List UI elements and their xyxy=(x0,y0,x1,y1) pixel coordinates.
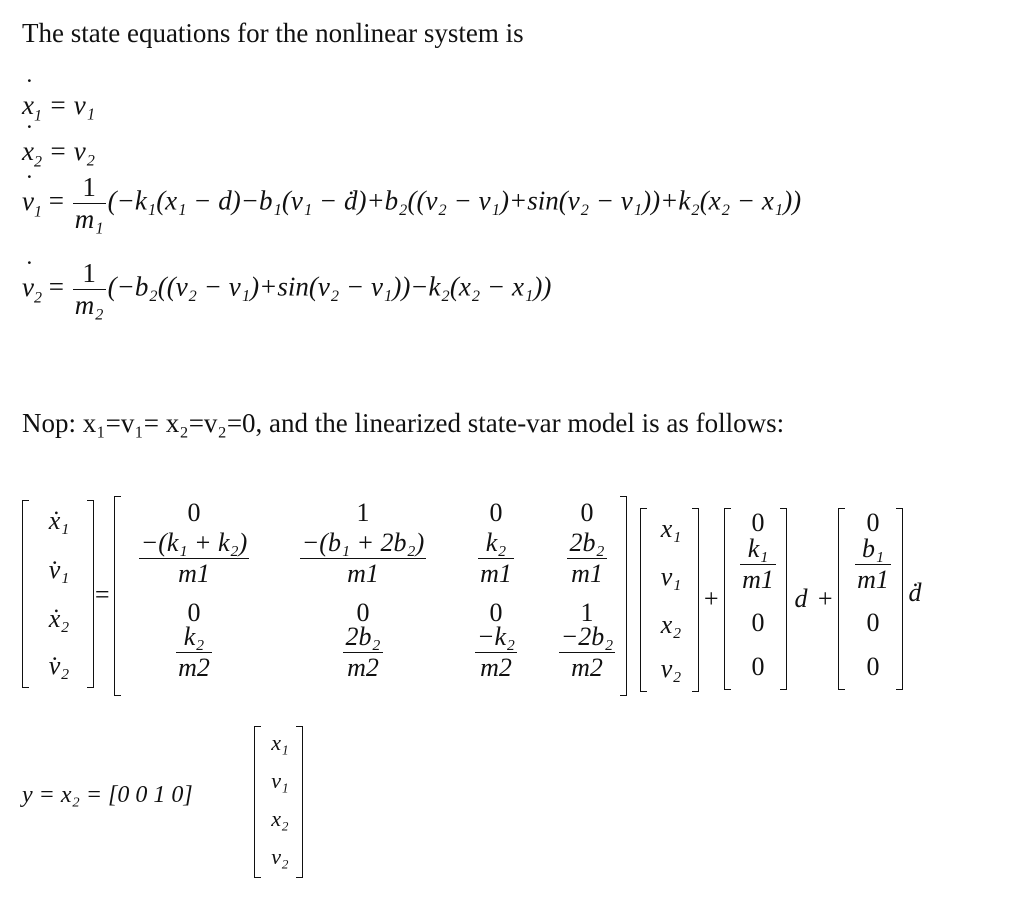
d-vector-entry: 0 xyxy=(751,608,765,637)
state-vector-bracket-left xyxy=(22,500,29,688)
equals-sign: = xyxy=(93,580,111,609)
x1dot-symbol: $x_1$ ˙ xyxy=(22,90,42,125)
a-matrix-cell: 1 xyxy=(356,498,370,527)
equation-x2dot xyxy=(22,136,95,171)
output-vector-entry: x₂ xyxy=(271,806,289,831)
equation-v1dot: $v_1$ ˙ = $\frac{1}{\text{m₁}}$ (−k₁(x₁ − d)−b₁(v₁ − ḋ)+b₂((v₂ − v₁)+sin(v₂ − v₁))+k₂(x₂ − x₁)) xyxy=(22,172,801,235)
state-vector-entry: v̇₂ xyxy=(48,651,70,680)
a-matrix-cell: 0 xyxy=(187,598,201,627)
a-matrix-cell: 0 xyxy=(489,598,503,627)
v2dot-rhs: (−b₂((v₂ − v₁)+sin(v₂ − v₁))−k₂(x₂ − x₁)) xyxy=(107,271,552,302)
x-vector-entry: x₂ xyxy=(660,610,682,639)
a-matrix-cell: $\frac{\text{−k₂}}{m2}$ xyxy=(476,622,516,682)
state-vector-entry: ẋ₂ xyxy=(48,604,70,633)
a-matrix-bracket-left xyxy=(114,496,121,696)
a-matrix-cell: $\frac{\text{k₂}}{m2}$ xyxy=(178,622,210,682)
state-vector-entry: ẋ₁ xyxy=(48,506,70,535)
output-vector-entry: x₁ xyxy=(271,730,289,755)
ddot-vector-entry: 0 xyxy=(866,508,880,537)
a-matrix-cell: $\frac{\text{−(k₁ + k₂)}}{m1}$ xyxy=(140,528,248,588)
a-matrix-cell: 0 xyxy=(187,498,201,527)
v1dot-coefficient: $\frac{1}{\text{m₁}}$ xyxy=(74,172,104,234)
a-matrix-cell: 0 xyxy=(580,498,594,527)
ddot-vector-entry: 0 xyxy=(866,652,880,681)
ddot-symbol: ḋ xyxy=(908,578,922,607)
a-matrix-cell: 0 xyxy=(356,598,370,627)
d-symbol: d xyxy=(794,584,808,613)
plus-sign: + xyxy=(816,584,834,613)
d-vector-entry: 0 xyxy=(751,508,765,537)
x-vector-entry: v₁ xyxy=(660,562,682,591)
x1dot-rhs: = v₁ xyxy=(48,90,96,120)
a-matrix-cell: 0 xyxy=(489,498,503,527)
a-matrix-cell: $\frac{\text{k₂}}{m1}$ xyxy=(480,528,512,588)
a-matrix-cell: $\frac{\text{−2b₂}}{m2}$ xyxy=(560,622,614,682)
x2dot-rhs: = v₂ xyxy=(48,136,96,166)
a-matrix-cell: $\frac{\text{2b₂}}{m1}$ xyxy=(569,528,605,588)
d-vector-entry: 0 xyxy=(751,652,765,681)
nop-statement: Nop: x₁=v₁= x₂=v₂=0, and the linearized state-var model is as follows: xyxy=(22,408,785,438)
v1dot-symbol: $v_1$ ˙ xyxy=(22,186,42,221)
equation-v2dot: $v_2$ ˙ = $\frac{1}{\text{m₂}}$ (−b₂((v₂ − v₁)+sin(v₂ − v₁))−k₂(x₂ − x₁)) xyxy=(22,258,551,321)
ddot-vector-entry: $\frac{\text{b₁}}{m1}$ xyxy=(857,534,889,594)
state-vector-entry: v̇₁ xyxy=(48,555,70,584)
v1dot-rhs: (−k₁(x₁ − d)−b₁(v₁ − ḋ)+b₂((v₂ − v₁)+sin(v₂ − v₁))+k₂(x₂ − x₁)) xyxy=(107,185,802,216)
x-vector-entry: v₂ xyxy=(660,654,682,683)
x-vector-entry: x₁ xyxy=(660,514,682,543)
a-matrix-cell: 1 xyxy=(580,598,594,627)
d-vector-entry: $\frac{\text{k₁}}{m1}$ xyxy=(742,534,774,594)
output-equation: y = x₂ = [0 0 1 0] xyxy=(22,782,193,808)
output-vector-entry: v₂ xyxy=(271,844,289,869)
page-heading: The state equations for the nonlinear system is xyxy=(22,18,524,48)
plus-sign: + xyxy=(702,584,720,613)
a-matrix-cell: $\frac{\text{2b₂}}{m2}$ xyxy=(345,622,381,682)
a-matrix-cell: $\frac{\text{−(b₁ + 2b₂)}}{m1}$ xyxy=(301,528,425,588)
ddot-vector-entry: 0 xyxy=(866,608,880,637)
x2dot-symbol: $x_2$ ˙ xyxy=(22,136,42,171)
v2dot-symbol: $v_2$ ˙ xyxy=(22,272,42,307)
output-vector-entry: v₁ xyxy=(271,768,289,793)
v2dot-coefficient: $\frac{1}{\text{m₂}}$ xyxy=(74,258,104,320)
